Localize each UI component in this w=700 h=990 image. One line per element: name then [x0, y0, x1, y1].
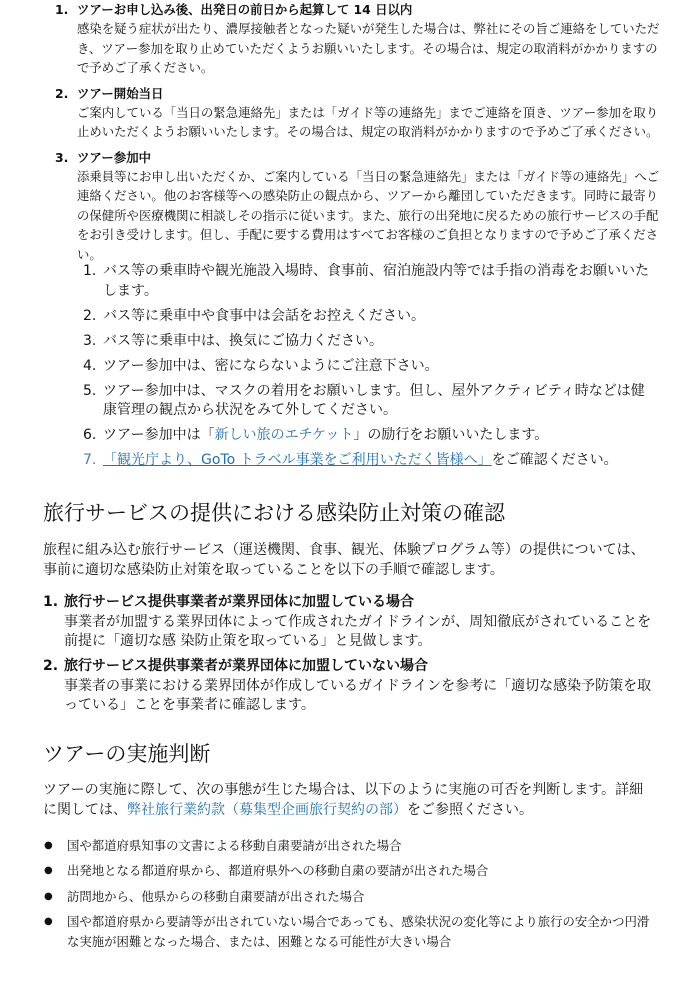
list-item — [44, 912, 655, 952]
step-body: 事業者が加盟する業界団体によって作成されたガイドラインが、周知徹底がされていることを前提に「適切な感 染防止策を取っている」と見做します。 — [64, 613, 652, 649]
request-text: バス等の乗車時や観光施設入場時、食事前、宿泊施設内等では手指の消毒をお願いいたします。 — [103, 263, 649, 299]
request-text-after: 」の励行をお願いいたします。 — [353, 427, 549, 443]
condition-body: ご案内している「当日の緊急連絡先」または「ガイド等の連絡先」までご連絡を頂き、ツアー参加を取り止めいただくようお願いいたします。その場合は、規定の取消料がかかりますので予めご了承ください。 — [77, 104, 659, 139]
check-step — [43, 593, 659, 652]
intro-text-before: ツアーの実施に際して、次の事態が生じた場合は、以下のように実施の可否を判断します。詳細に関しては、 — [43, 782, 644, 818]
request-text: バス等に乗車中は、換気にご協力ください。 — [103, 332, 383, 349]
step-number: 2. — [43, 658, 59, 674]
condition-title: ツアー開始当日 — [77, 85, 164, 101]
condition-title: ツアーお申し込み後、出発日の前日から起算して 14 日以内 — [77, 2, 413, 17]
travel-terms-link[interactable]: 弊社旅行業約款（募集型企画旅行契約の部） — [127, 802, 407, 818]
request-number: 5. — [83, 382, 97, 399]
request-text: ツアー参加中は、マスクの着用をお願いします。但し、屋外アクティビティ時などは健康管理の観点から状況をみて外してください。 — [103, 382, 645, 418]
condition-item — [55, 85, 665, 142]
intro-text-after: をご参照ください。 — [407, 802, 533, 818]
bullet-text: 出発地となる都道府県から、都道府県外への移動自粛の要請が出された場合 — [67, 863, 489, 879]
request-text-before: ツアー参加中は「 — [103, 427, 215, 443]
service-check-section — [0, 498, 700, 716]
step-title: 旅行サービス提供事業者が業界団体に加盟していない場合 — [64, 658, 428, 674]
condition-item — [55, 1, 665, 78]
tour-decision-intro — [43, 780, 653, 820]
condition-item — [55, 149, 665, 265]
step-body: 事業者の事業における業界団体が作成しているガイドラインを参考に「適切な感染予防策を取っている」ことを事業者に確認します。 — [64, 677, 652, 713]
request-item — [83, 357, 653, 377]
bullet-icon: ● — [44, 840, 53, 851]
step-number: 1. — [43, 594, 59, 610]
service-check-steps — [43, 593, 659, 716]
bullet-text: 国や都道府県から要請等が出されていない場合であっても、感染状況の変化等により旅行の安全かつ円滑な実施が困難となった場合、または、困難となる可能性が大きい場合 — [67, 913, 650, 949]
condition-body: 感染を疑う症状が出たり、濃厚接触者となった疑いが発生した場合は、弊社にその旨ご連絡をしていただき、ツアー参加を取り止めていただくようお願いいたします。その場合は、規定の取消料がかかりますので予めご了承ください。 — [77, 21, 660, 75]
bullet-icon: ● — [44, 890, 53, 902]
list-item — [44, 861, 655, 881]
request-item — [83, 382, 653, 421]
step-title: 旅行サービス提供事業者が業界団体に加盟している場合 — [64, 594, 414, 610]
new-travel-etiquette-link[interactable]: 新しい旅のエチケット — [214, 427, 354, 443]
list-item — [44, 836, 655, 856]
request-number: 6. — [83, 427, 97, 443]
service-check-heading: 旅行サービスの提供における感染防止対策の確認 — [43, 501, 505, 525]
request-number: 3. — [83, 332, 97, 349]
request-item — [83, 262, 653, 301]
decision-conditions-list — [44, 836, 655, 952]
request-item — [83, 451, 653, 471]
service-check-intro: 旅程に組み込む旅行サービス（運送機関、食事、観光、体験プログラム等）の提供については、事前に適切な感染防止対策を取っていることを以下の手順で確認します。 — [43, 542, 645, 578]
tour-requests-list — [83, 262, 653, 471]
request-number: 1. — [83, 263, 97, 279]
request-text: バス等に乗車中や食事中は会話をお控えください。 — [103, 307, 425, 324]
contact-conditions-list — [55, 1, 665, 264]
condition-number: 1. — [55, 2, 69, 17]
list-item — [44, 887, 655, 907]
request-number: 4. — [83, 357, 97, 374]
request-text: ツアー参加中は、密にならないようにご注意下さい。 — [103, 357, 439, 374]
condition-number: 3. — [55, 149, 69, 165]
bullet-text: 訪問地から、他県からの移動自粛要請が出された場合 — [67, 888, 365, 904]
request-item — [83, 426, 653, 446]
request-number: 7. — [83, 452, 97, 468]
check-step — [43, 657, 659, 716]
condition-body: 添乗員等にお申し出いただくか、ご案内している「当日の緊急連絡先」または「ガイド等の連絡先」へご連絡ください。他のお客様等への感染防止の観点から、ツアーから離団していただきます。同時に最寄りの保健所や医療機関に相談しその指示に従います。また、旅行の出発地に戻るための旅行サービスの手配をお引き受けします。但し、手配に要する費用はすべてお客様のご負担となりますので予めご了承ください。 — [77, 168, 659, 262]
tour-decision-section — [0, 739, 700, 952]
tour-decision-heading: ツアーの実施判断 — [43, 742, 211, 766]
goto-travel-notice-link[interactable]: 「観光庁より、GoTo トラベル事業をご利用いただく皆様へ」 — [103, 452, 492, 468]
bullet-icon: ● — [44, 915, 53, 927]
request-item — [83, 307, 653, 327]
request-text-after: をご確認ください。 — [491, 452, 618, 468]
condition-number: 2. — [55, 85, 69, 101]
bullet-text: 国や都道府県知事の文書による移動自粛要請が出された場合 — [67, 838, 402, 853]
condition-title: ツアー参加中 — [77, 149, 151, 165]
request-number: 2. — [83, 307, 97, 324]
request-item — [83, 332, 653, 352]
bullet-icon: ● — [44, 865, 53, 877]
